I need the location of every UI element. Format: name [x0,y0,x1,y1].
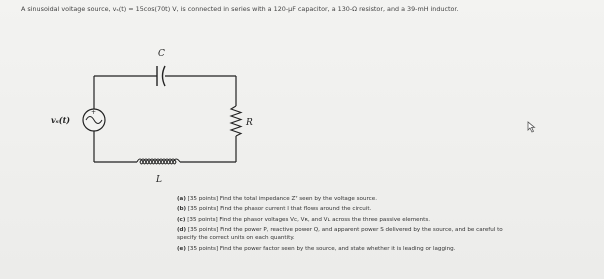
capacitor-symbol [157,66,165,86]
mouse-pointer-icon [527,121,537,133]
circuit-diagram [40,38,260,188]
problem-statement: A sinusoidal voltage source, vₛ(t) = 15cos(70t) V, is connected in series with a 120-µF capacitor, a 130-Ω resistor, and a 39-mH inductor. [21,5,459,13]
question-e [177,246,507,254]
inductor-symbol [137,159,180,164]
question-letter: (d) [177,227,187,234]
question-list [177,196,507,256]
question-letter: (b) [177,206,187,213]
question-text: [35 points] Find the total impedance Zᵀ seen by the voltage source. [187,196,377,202]
question-text: [35 points] Find the power P, reactive power Q, and apparent power S delivered by the source, and be careful to specify the correct units on each quantity. [177,227,503,242]
capacitor-label: C [158,49,165,59]
question-a [177,196,507,204]
question-letter: (e) [177,245,186,252]
question-letter: (a) [177,196,186,202]
question-c [177,217,507,225]
question-text: [35 points] Find the power factor seen by the source, and state whether it is leading or lagging. [187,245,456,252]
inductor-label: L [156,175,162,185]
voltage-source-symbol [83,109,105,131]
resistor-symbol [231,106,241,136]
source-label: vₛ(t) [51,115,71,125]
question-text: [35 points] Find the phasor voltages Vᴄ, Vʀ, and Vʟ across the three passive elements. [187,216,431,223]
question-letter: (c) [177,216,186,223]
question-b [177,206,507,214]
question-text: [35 points] Find the phasor current I that flows around the circuit. [187,206,372,213]
svg-text:+: + [91,109,97,116]
resistor-label: R [246,118,253,128]
question-d [177,227,507,243]
